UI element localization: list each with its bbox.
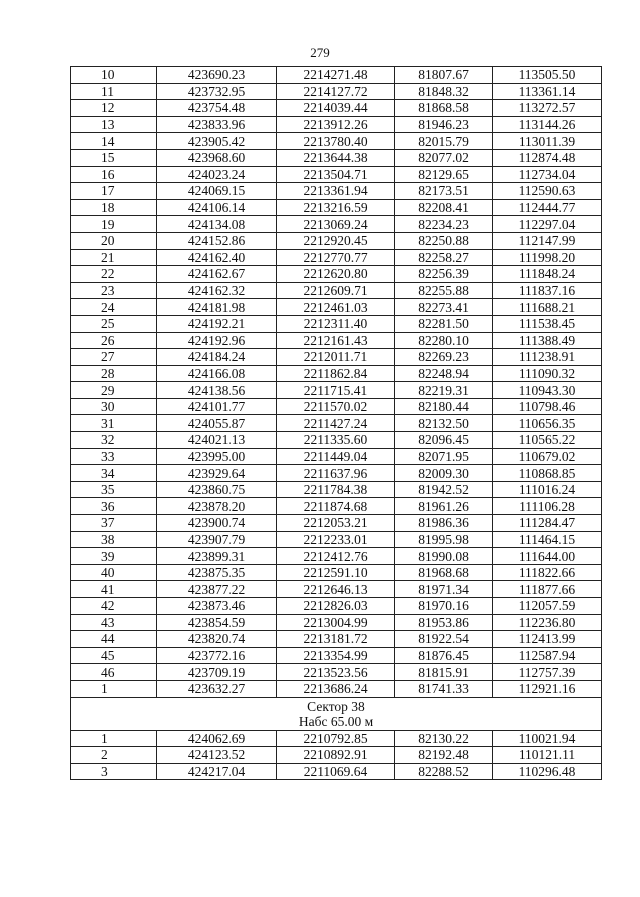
coordinate-cell: 81868.58 [395,100,493,117]
point-number-cell: 39 [71,548,157,565]
coordinate-cell: 424184.24 [157,349,277,366]
coordinate-cell: 2213181.72 [277,631,395,648]
coordinate-cell: 110656.35 [493,415,602,432]
coordinate-cell: 113361.14 [493,83,602,100]
table-row [71,349,602,366]
coordinate-cell: 2212053.21 [277,515,395,532]
coordinate-cell: 423732.95 [157,83,277,100]
coordinate-cell: 423632.27 [157,680,277,697]
coordinate-cell: 424217.04 [157,763,277,780]
table-row [71,149,602,166]
coordinate-cell: 81741.33 [395,680,493,697]
point-number-cell: 1 [71,730,157,747]
coordinate-cell: 2212461.03 [277,299,395,316]
table-row [71,398,602,415]
coordinate-cell: 81848.32 [395,83,493,100]
coordinate-cell: 2210892.91 [277,747,395,764]
point-number-cell: 23 [71,282,157,299]
point-number-cell: 21 [71,249,157,266]
coordinate-cell: 2212412.76 [277,548,395,565]
coordinate-cell: 111106.28 [493,498,602,515]
coordinate-cell: 423833.96 [157,116,277,133]
coordinate-cell: 111822.66 [493,564,602,581]
coordinate-cell: 2213004.99 [277,614,395,631]
coordinate-cell: 423875.35 [157,564,277,581]
coordinate-cell: 112874.48 [493,149,602,166]
coordinate-cell: 111538.45 [493,315,602,332]
point-number-cell: 1 [71,680,157,697]
point-number-cell: 31 [71,415,157,432]
table-row [71,266,602,283]
coordinate-cell: 424192.96 [157,332,277,349]
coordinate-cell: 2211715.41 [277,382,395,399]
table-row [71,183,602,200]
coordinate-cell: 81807.67 [395,67,493,84]
point-number-cell: 40 [71,564,157,581]
coordinate-cell: 112413.99 [493,631,602,648]
coordinate-cell: 2213644.38 [277,149,395,166]
point-number-cell: 41 [71,581,157,598]
coordinate-cell: 82077.02 [395,149,493,166]
table-row [71,680,602,697]
coordinate-cell: 82173.51 [395,183,493,200]
coordinate-cell: 82281.50 [395,315,493,332]
coordinate-cell: 82180.44 [395,398,493,415]
point-number-cell: 24 [71,299,157,316]
coordinate-cell: 81961.26 [395,498,493,515]
coordinate-cell: 2212609.71 [277,282,395,299]
point-number-cell: 2 [71,747,157,764]
table-row [71,249,602,266]
coordinate-cell: 110121.11 [493,747,602,764]
coordinate-cell: 82248.94 [395,365,493,382]
coordinate-cell: 2214127.72 [277,83,395,100]
table-body-before [71,67,602,698]
table-row [71,432,602,449]
point-number-cell: 25 [71,315,157,332]
coordinate-cell: 2212920.45 [277,232,395,249]
coordinate-cell: 82219.31 [395,382,493,399]
coordinate-cell: 112734.04 [493,166,602,183]
coordinate-cell: 112921.16 [493,680,602,697]
coordinate-cell: 423690.23 [157,67,277,84]
table-row [71,531,602,548]
coordinate-cell: 424062.69 [157,730,277,747]
table-row [71,166,602,183]
point-number-cell: 16 [71,166,157,183]
point-number-cell: 38 [71,531,157,548]
coordinate-cell: 2213912.26 [277,116,395,133]
coordinate-cell: 112590.63 [493,183,602,200]
table-row [71,365,602,382]
coordinate-cell: 113272.57 [493,100,602,117]
coordinate-cell: 110296.48 [493,763,602,780]
coordinate-cell: 2211637.96 [277,465,395,482]
coordinate-cell: 111877.66 [493,581,602,598]
table-row [71,747,602,764]
coordinate-cell: 423878.20 [157,498,277,515]
table-row [71,581,602,598]
coordinate-cell: 113144.26 [493,116,602,133]
point-number-cell: 11 [71,83,157,100]
coordinate-cell: 424106.14 [157,199,277,216]
table-row [71,415,602,432]
table-row [71,332,602,349]
coordinate-cell: 2211335.60 [277,432,395,449]
coordinate-cell: 81815.91 [395,664,493,681]
sector-header-row [71,697,602,730]
table-row [71,664,602,681]
coordinate-cell: 81970.16 [395,598,493,615]
coordinate-cell: 82234.23 [395,216,493,233]
coordinate-cell: 2211449.04 [277,448,395,465]
sector-header-body [71,697,602,730]
coordinate-cell: 82192.48 [395,747,493,764]
coordinate-cell: 423877.22 [157,581,277,598]
coordinate-cell: 82132.50 [395,415,493,432]
table-row [71,382,602,399]
point-number-cell: 27 [71,349,157,366]
table-row [71,448,602,465]
table-row [71,631,602,648]
coordinate-cell: 81922.54 [395,631,493,648]
sector-title: Сектор 38 [307,698,365,714]
coordinate-cell: 2211784.38 [277,481,395,498]
table-row [71,598,602,615]
coordinate-cell: 2212233.01 [277,531,395,548]
coordinate-cell: 2214271.48 [277,67,395,84]
sector-subtitle: Набс 65.00 м [298,713,374,729]
coordinate-cell: 423754.48 [157,100,277,117]
point-number-cell: 20 [71,232,157,249]
coordinate-cell: 81942.52 [395,481,493,498]
coordinate-cell: 2213354.99 [277,647,395,664]
point-number-cell: 18 [71,199,157,216]
coordinate-cell: 81995.98 [395,531,493,548]
coordinate-cell: 110943.30 [493,382,602,399]
coordinate-cell: 423905.42 [157,133,277,150]
coordinate-cell: 423900.74 [157,515,277,532]
coordinate-cell: 81876.45 [395,647,493,664]
coordinate-cell: 110565.22 [493,432,602,449]
coordinate-cell: 2213216.59 [277,199,395,216]
table-row [71,315,602,332]
coordinate-cell: 111688.21 [493,299,602,316]
coordinate-cell: 82258.27 [395,249,493,266]
point-number-cell: 42 [71,598,157,615]
coordinate-cell: 423899.31 [157,548,277,565]
coordinate-cell: 423854.59 [157,614,277,631]
coordinate-cell: 82130.22 [395,730,493,747]
coordinate-cell: 82009.30 [395,465,493,482]
coordinate-cell: 423820.74 [157,631,277,648]
coordinate-cell: 2211570.02 [277,398,395,415]
coordinate-cell: 82288.52 [395,763,493,780]
coordinate-cell: 424162.40 [157,249,277,266]
coordinate-cell: 112587.94 [493,647,602,664]
coordinate-cell: 423929.64 [157,465,277,482]
point-number-cell: 28 [71,365,157,382]
coordinate-cell: 423968.60 [157,149,277,166]
table-row [71,730,602,747]
coordinate-cell: 82273.41 [395,299,493,316]
point-number-cell: 46 [71,664,157,681]
table-row [71,763,602,780]
point-number-cell: 13 [71,116,157,133]
point-number-cell: 14 [71,133,157,150]
coordinate-cell: 2212826.03 [277,598,395,615]
table-row [71,133,602,150]
coordinate-cell: 2211874.68 [277,498,395,515]
coordinate-cell: 424123.52 [157,747,277,764]
coordinate-cell: 112147.99 [493,232,602,249]
coordinate-cell: 2212161.43 [277,332,395,349]
table-row [71,498,602,515]
coordinate-cell: 424152.86 [157,232,277,249]
coordinate-cell: 2213069.24 [277,216,395,233]
coordinate-cell: 82256.39 [395,266,493,283]
coordinate-cell: 111090.32 [493,365,602,382]
coordinate-cell: 424023.24 [157,166,277,183]
coordinate-cell: 111238.91 [493,349,602,366]
point-number-cell: 34 [71,465,157,482]
point-number-cell: 17 [71,183,157,200]
coordinate-cell: 81990.08 [395,548,493,565]
table-row [71,548,602,565]
point-number-cell: 19 [71,216,157,233]
coordinate-cell: 111848.24 [493,266,602,283]
coordinate-cell: 112297.04 [493,216,602,233]
point-number-cell: 22 [71,266,157,283]
coordinate-cell: 423907.79 [157,531,277,548]
coordinate-cell: 424101.77 [157,398,277,415]
table-row [71,614,602,631]
coordinate-cell: 111388.49 [493,332,602,349]
coordinate-cell: 424181.98 [157,299,277,316]
coordinate-cell: 424162.67 [157,266,277,283]
table-row [71,282,602,299]
coordinate-cell: 2212770.77 [277,249,395,266]
table-row [71,216,602,233]
table-row [71,232,602,249]
point-number-cell: 15 [71,149,157,166]
table-row [71,199,602,216]
coordinate-cell: 81986.36 [395,515,493,532]
coordinate-cell: 2213686.24 [277,680,395,697]
coordinate-cell: 424162.32 [157,282,277,299]
coordinate-cell: 82250.88 [395,232,493,249]
table-row [71,100,602,117]
coordinate-cell: 2212646.13 [277,581,395,598]
coordinate-cell: 111464.15 [493,531,602,548]
coordinate-cell: 423709.19 [157,664,277,681]
point-number-cell: 10 [71,67,157,84]
table-row [71,116,602,133]
point-number-cell: 29 [71,382,157,399]
coordinate-cell: 424069.15 [157,183,277,200]
point-number-cell: 36 [71,498,157,515]
coordinate-cell: 110679.02 [493,448,602,465]
coordinate-cell: 82071.95 [395,448,493,465]
point-number-cell: 33 [71,448,157,465]
coordinate-cell: 424134.08 [157,216,277,233]
coordinate-cell: 424021.13 [157,432,277,449]
coordinate-cell: 112444.77 [493,199,602,216]
coordinate-cell: 423860.75 [157,481,277,498]
coordinate-cell: 2213780.40 [277,133,395,150]
coordinate-cell: 424055.87 [157,415,277,432]
coordinate-cell: 2212620.80 [277,266,395,283]
coordinate-cell: 2211427.24 [277,415,395,432]
point-number-cell: 12 [71,100,157,117]
coordinate-cell: 423873.46 [157,598,277,615]
coordinate-cell: 111644.00 [493,548,602,565]
coordinate-cell: 113505.50 [493,67,602,84]
point-number-cell: 30 [71,398,157,415]
coordinate-cell: 82015.79 [395,133,493,150]
coordinate-cell: 82129.65 [395,166,493,183]
table-row [71,67,602,84]
point-number-cell: 3 [71,763,157,780]
coordinate-cell: 2211069.64 [277,763,395,780]
coordinate-cell: 2213361.94 [277,183,395,200]
coordinate-cell: 2212311.40 [277,315,395,332]
coordinate-cell: 2210792.85 [277,730,395,747]
coordinate-cell: 2214039.44 [277,100,395,117]
coordinate-cell: 424166.08 [157,365,277,382]
coordinate-cell: 82269.23 [395,349,493,366]
coordinate-cell: 423772.16 [157,647,277,664]
coordinate-cell: 424192.21 [157,315,277,332]
point-number-cell: 43 [71,614,157,631]
table-row [71,83,602,100]
coordinate-cell: 2213523.56 [277,664,395,681]
coordinate-cell: 110798.46 [493,398,602,415]
coordinate-cell: 424138.56 [157,382,277,399]
point-number-cell: 32 [71,432,157,449]
table-row [71,564,602,581]
point-number-cell: 44 [71,631,157,648]
coordinate-cell: 82255.88 [395,282,493,299]
coordinate-cell: 113011.39 [493,133,602,150]
coordinate-cell: 81971.34 [395,581,493,598]
coordinate-cell: 82208.41 [395,199,493,216]
coordinate-cell: 2211862.84 [277,365,395,382]
coordinate-cell: 111837.16 [493,282,602,299]
table-body-after [71,730,602,780]
coordinate-cell: 112236.80 [493,614,602,631]
coordinate-cell: 112757.39 [493,664,602,681]
coordinate-cell: 82096.45 [395,432,493,449]
coordinate-cell: 82280.10 [395,332,493,349]
table-row [71,465,602,482]
coordinates-table [70,66,602,780]
coordinate-cell: 2212011.71 [277,349,395,366]
sector-header-cell [71,697,602,730]
coordinate-cell: 110021.94 [493,730,602,747]
coordinate-cell: 2212591.10 [277,564,395,581]
coordinate-cell: 2213504.71 [277,166,395,183]
point-number-cell: 37 [71,515,157,532]
coordinate-cell: 111284.47 [493,515,602,532]
coordinate-cell: 81953.86 [395,614,493,631]
coordinate-cell: 111998.20 [493,249,602,266]
point-number-cell: 45 [71,647,157,664]
coordinate-cell: 81946.23 [395,116,493,133]
coordinate-cell: 81968.68 [395,564,493,581]
page-number: 279 [310,45,330,60]
coordinate-cell: 111016.24 [493,481,602,498]
table-row [71,515,602,532]
point-number-cell: 35 [71,481,157,498]
coordinate-cell: 423995.00 [157,448,277,465]
coordinate-cell: 112057.59 [493,598,602,615]
table-row [71,647,602,664]
coordinate-cell: 110868.85 [493,465,602,482]
table-row [71,481,602,498]
table-row [71,299,602,316]
point-number-cell: 26 [71,332,157,349]
